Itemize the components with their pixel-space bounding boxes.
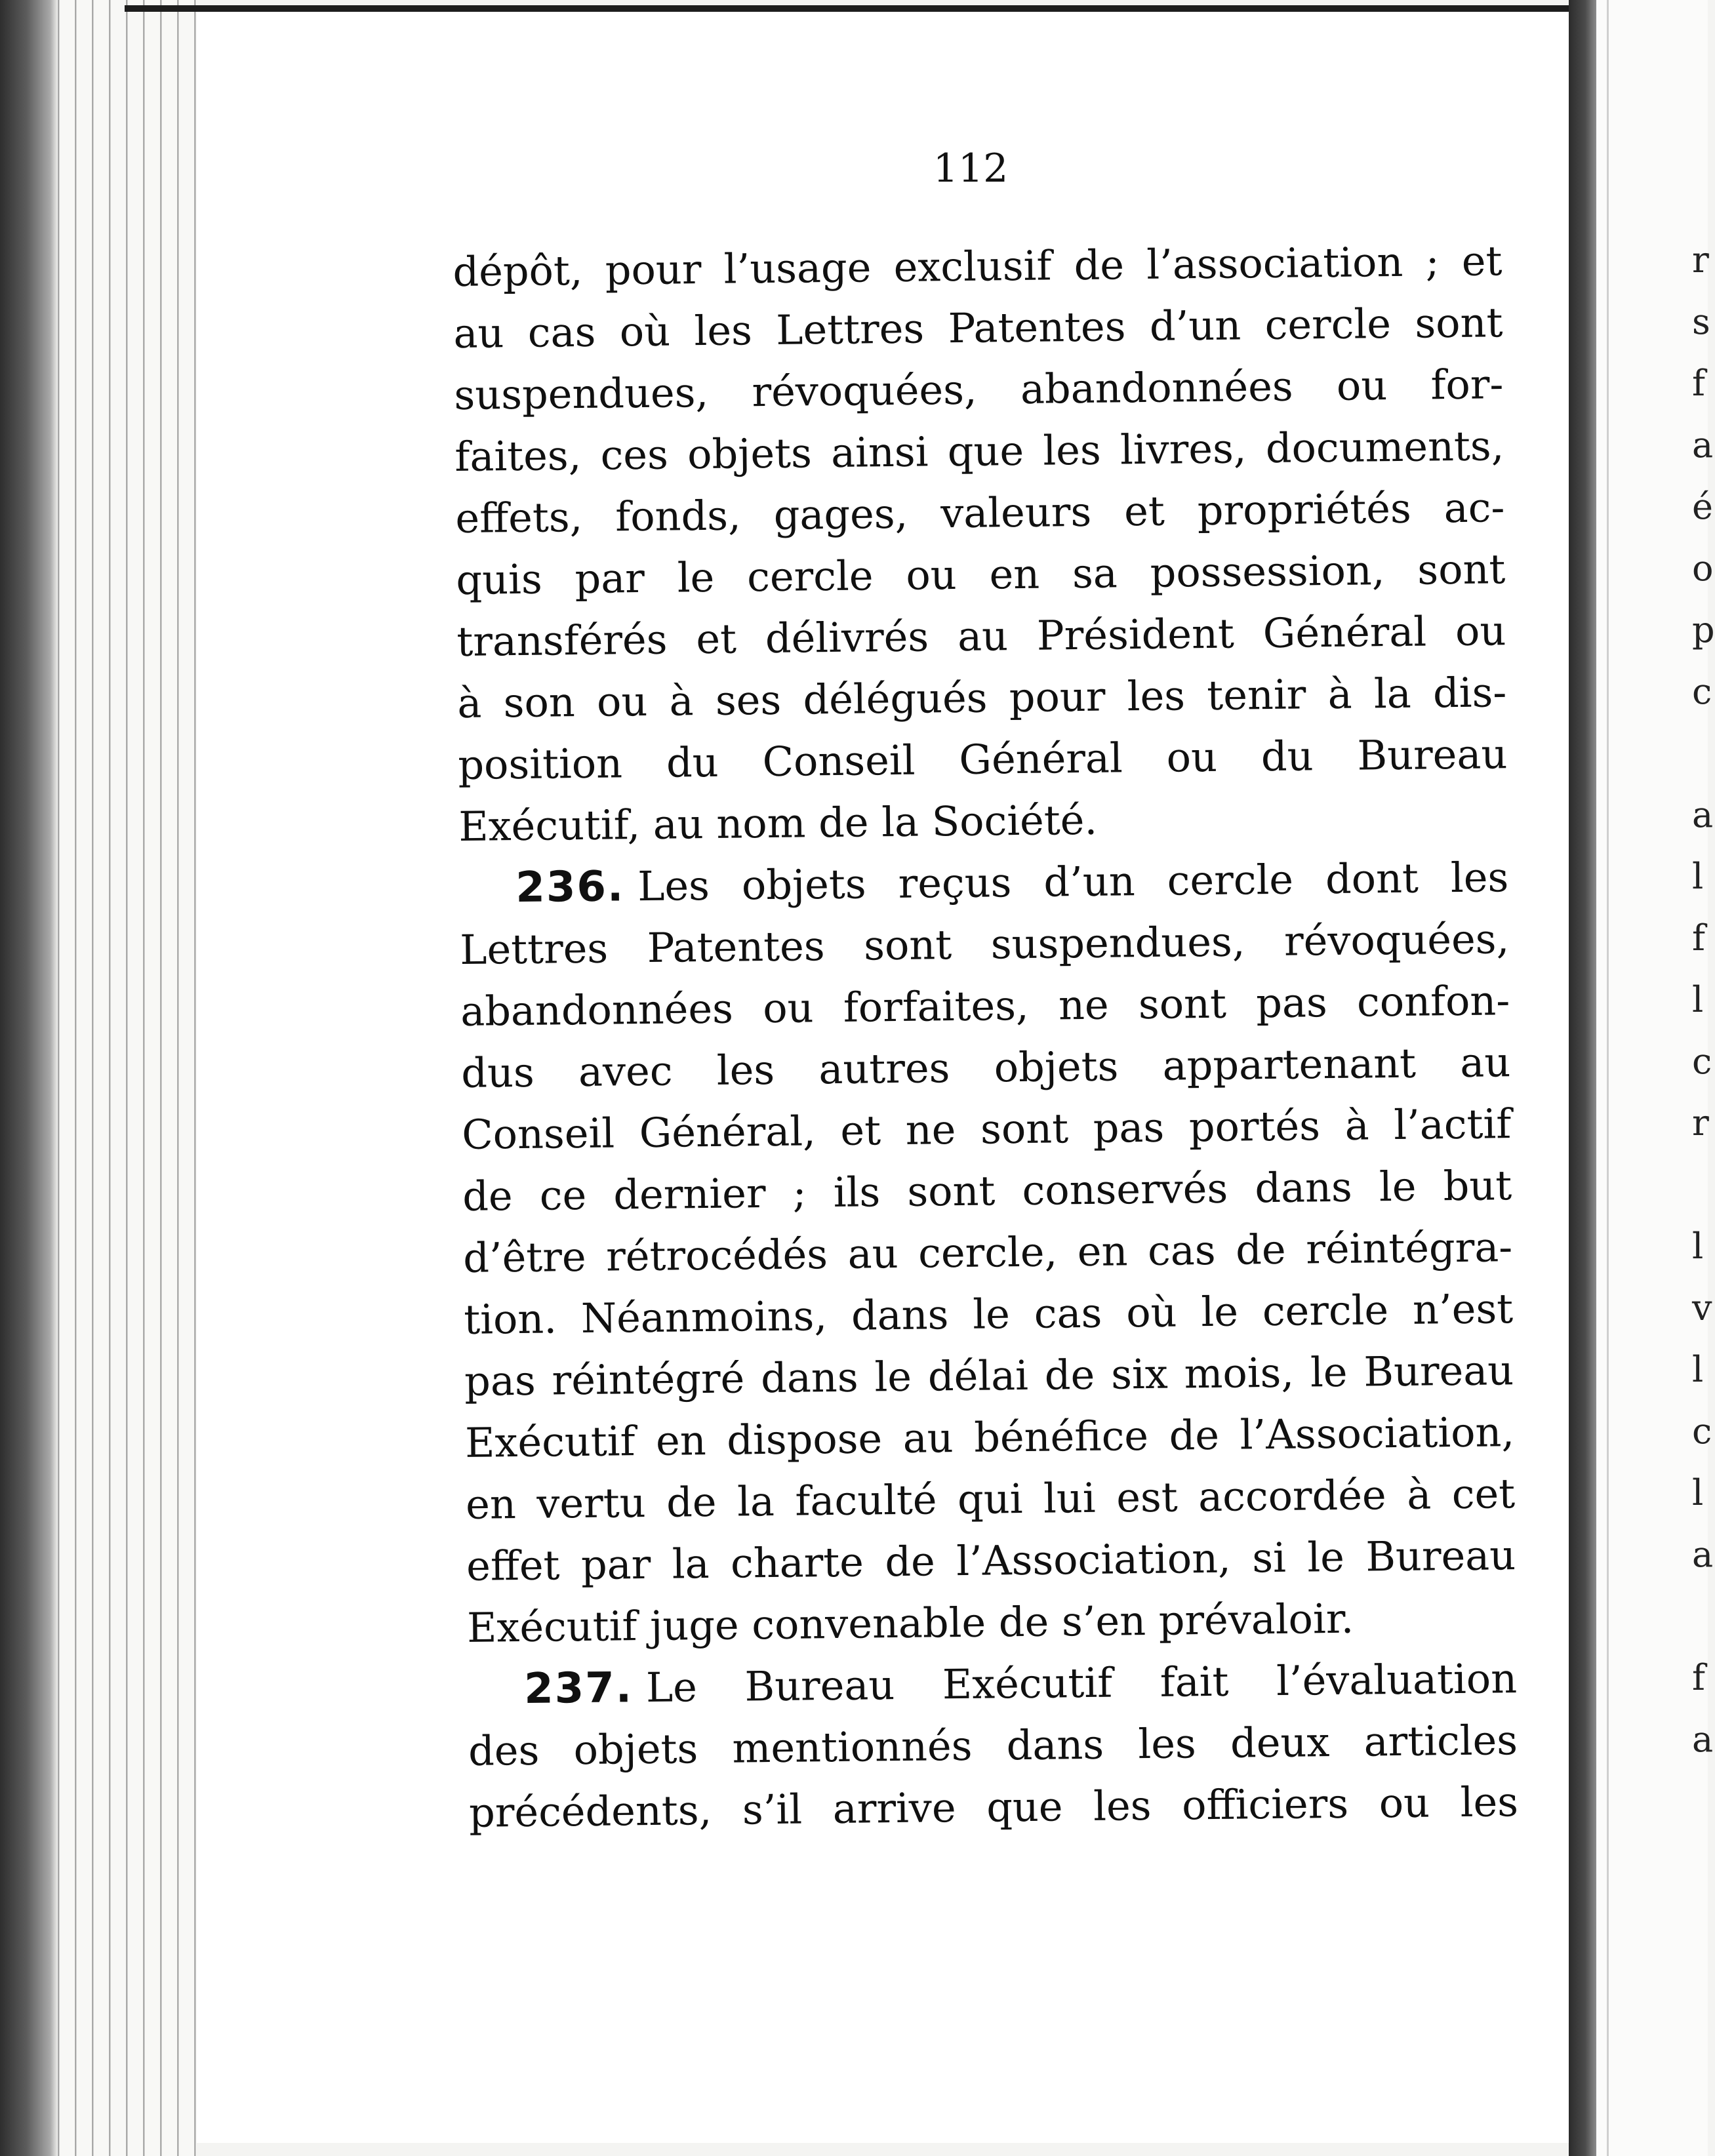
line-text: faites, ces objets ainsi que les livres, documents, <box>454 422 1504 481</box>
line-text: à son ou à ses délégués pour les tenir à la dis- <box>456 668 1507 727</box>
line-text: Lettres Patentes sont suspendues, révoquées, <box>459 915 1510 974</box>
facing-page-letter: r <box>1692 239 1709 281</box>
facing-page-letter: l <box>1692 856 1704 897</box>
line-text: en vertu de la faculté qui lui est accordée à cet <box>465 1469 1516 1528</box>
spine-shadow <box>0 0 59 2156</box>
line-text: de ce dernier ; ils sont conservés dans le but <box>462 1161 1512 1220</box>
line-text: abandonnées ou forfaites, ne sont pas confon- <box>460 976 1510 1035</box>
line-text: tion. Néanmoins, dans le cas où le cercle n’est <box>463 1285 1514 1344</box>
facing-page-letter: a <box>1692 1534 1714 1575</box>
text-line <box>462 1093 1512 1166</box>
text-line <box>454 415 1504 488</box>
text-line <box>460 970 1510 1043</box>
line-text: effets, fonds, gages, valeurs et propriétés ac- <box>455 483 1505 542</box>
text-line <box>457 662 1507 734</box>
facing-page-edge <box>1607 0 1609 2156</box>
text-line <box>464 1340 1514 1412</box>
text-line <box>456 538 1506 611</box>
facing-page-letter: é <box>1692 486 1713 527</box>
facing-page-letter: s <box>1692 301 1710 342</box>
text-line <box>460 908 1510 981</box>
top-edge <box>125 5 1594 12</box>
facing-page-letter: v <box>1692 1287 1712 1328</box>
text-line <box>453 292 1503 365</box>
text-line <box>469 1771 1519 1844</box>
text-line <box>458 723 1508 796</box>
text-line <box>468 1648 1518 1721</box>
text-line <box>463 1216 1513 1289</box>
facing-page <box>1596 0 1715 2156</box>
facing-page-letter: f <box>1692 917 1705 959</box>
facing-page-letter: l <box>1692 1349 1704 1390</box>
facing-page-letter: a <box>1692 424 1714 466</box>
facing-page-letter: c <box>1692 1041 1712 1082</box>
facing-page-fragments <box>1692 230 1715 1770</box>
line-text: précédents, s’il arrive que les officiers ou les <box>468 1778 1519 1837</box>
text-line <box>458 785 1508 858</box>
facing-page-letter: f <box>1692 363 1705 404</box>
facing-page-letter: a <box>1692 1719 1714 1760</box>
line-text: dus avec les autres objets appartenant au <box>460 1038 1511 1097</box>
text-line <box>455 477 1505 549</box>
text-line <box>468 1709 1518 1782</box>
facing-page-letter: p <box>1692 609 1715 650</box>
text-line <box>456 600 1506 673</box>
facing-page-letter: r <box>1692 1102 1709 1144</box>
text-line <box>466 1525 1516 1597</box>
text-line <box>466 1463 1516 1536</box>
facing-page-letter: c <box>1692 671 1712 712</box>
facing-page-letter <box>1692 1154 1708 1216</box>
gutter <box>1569 0 1596 2156</box>
text-line <box>459 847 1509 919</box>
line-text: Exécutif, au nom de la Société. <box>458 795 1098 850</box>
line-text: transférés et délivrés au Président Général ou <box>456 607 1506 666</box>
line-text: effet par la charte de l’Association, si le Bureau <box>466 1531 1516 1590</box>
line-text: des objets mentionnés dans les deux articles <box>468 1716 1518 1775</box>
facing-page-letter: l <box>1692 1472 1704 1513</box>
facing-page-letter: a <box>1692 794 1714 835</box>
facing-page-letter <box>1692 1586 1708 1647</box>
text-line <box>453 230 1503 303</box>
facing-page-letter <box>1692 723 1708 784</box>
facing-page-letter: l <box>1692 1226 1704 1267</box>
page-number: 112 <box>933 146 1009 191</box>
text-line <box>464 1278 1514 1351</box>
line-text: au cas où les Lettres Patentes d’un cercle sont <box>453 298 1503 357</box>
article-number: 236. <box>515 862 625 913</box>
line-text: Exécutif en dispose au bénéfice de l’Association, <box>464 1408 1515 1467</box>
facing-page-letter: l <box>1692 979 1704 1020</box>
line-text: d’être rétrocédés au cercle, en cas de réintégra- <box>462 1223 1513 1282</box>
line-text: dépôt, pour l’usage exclusif de l’association ; et <box>453 237 1503 296</box>
line-text: Exécutif juge convenable de s’en prévaloir. <box>466 1594 1354 1652</box>
line-text: Les objets reçus d’un cercle dont les <box>637 853 1509 911</box>
body-text <box>453 230 1519 1844</box>
text-line <box>465 1401 1515 1474</box>
facing-page-letter: f <box>1692 1657 1705 1698</box>
line-text: Conseil Général, et ne sont pas portés à l’actif <box>461 1100 1512 1159</box>
line-text: suspendues, révoquées, abandonnées ou for- <box>454 360 1504 419</box>
line-text: pas réintégré dans le délai de six mois, le Bureau <box>464 1346 1514 1405</box>
line-text: quis par le cercle ou en sa possession, sont <box>456 545 1506 604</box>
line-text: position du Conseil Général ou du Bureau <box>457 730 1508 789</box>
facing-page-letter: c <box>1692 1410 1712 1452</box>
facing-page-letter: o <box>1692 548 1714 589</box>
text-line <box>467 1586 1517 1659</box>
line-text: Le Bureau Exécutif fait l’évaluation <box>645 1654 1518 1712</box>
article-number: 237. <box>523 1664 634 1713</box>
text-line <box>454 353 1504 426</box>
text-line <box>461 1031 1511 1104</box>
text-line <box>462 1155 1512 1228</box>
